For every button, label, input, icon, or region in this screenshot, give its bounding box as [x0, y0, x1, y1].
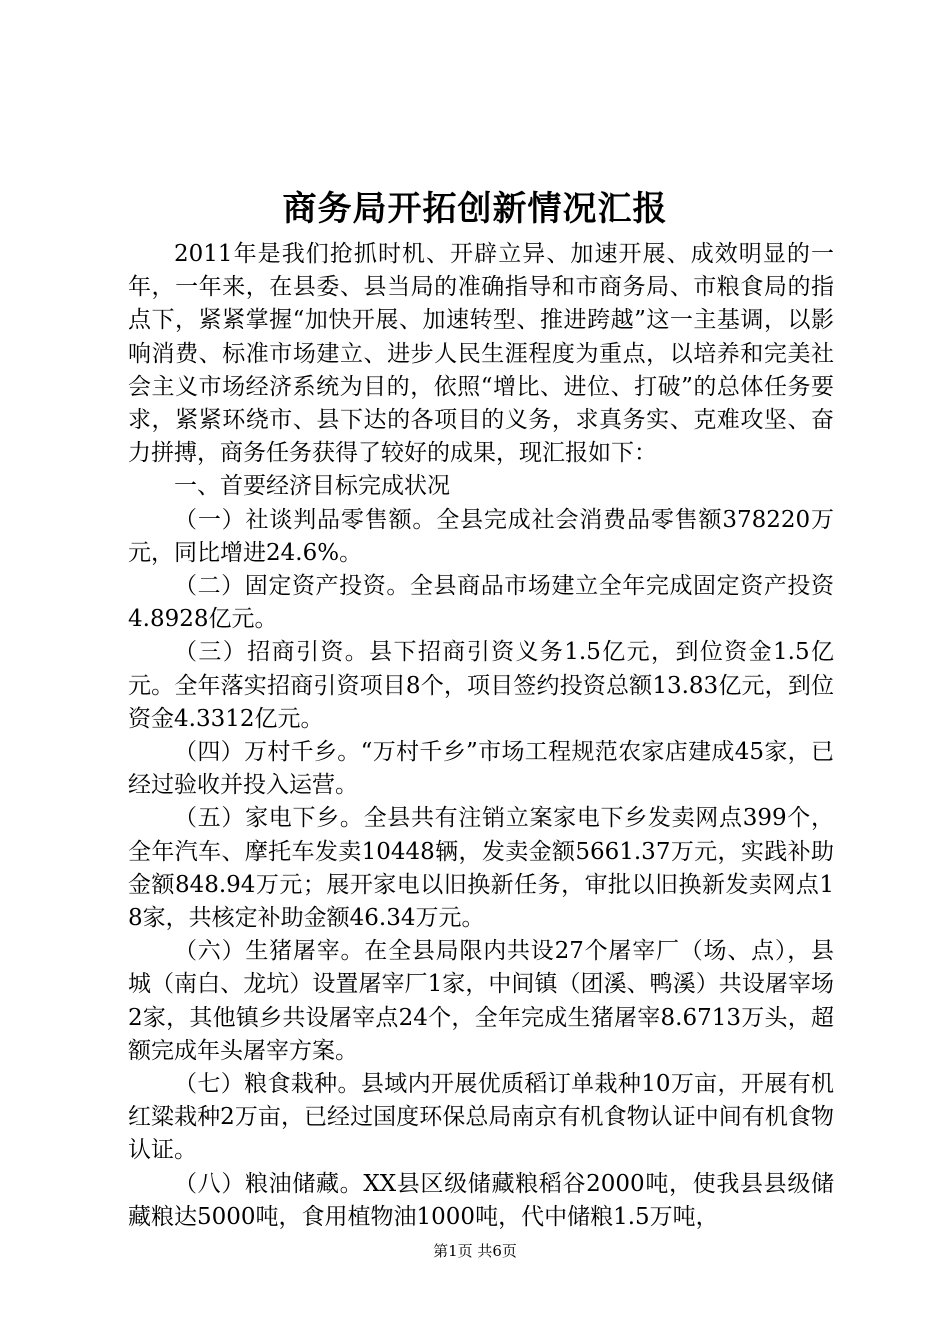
paragraph-item-7: （七）粮食栽种。县域内开展优质稻订单栽种10万亩，开展有机红粱栽种2万亩，已经过国度环保总局南京有机食物认证中间有机食物认证。	[128, 1071, 834, 1164]
page-footer: 第1页 共6页	[433, 1242, 517, 1260]
paragraph-item-6: （六）生猪屠宰。在全县局限内共设27个屠宰厂（场、点），县城（南白、龙坑）设置屠宰厂1家，中间镇（团溪、鸭溪）共设屠宰场2家，其他镇乡共设屠宰点24个，全年完成生猪屠宰8.6713万头，超额完成年头屠宰方案。	[128, 938, 834, 1064]
paragraph-item-8: （八）粮油储藏。XX县区级储藏粮稻谷2000吨，使我县县级储藏粮达5000吨，食用植物油1000吨，代中储粮1.5万吨，	[128, 1170, 834, 1230]
section-heading: 一、首要经济目标完成状况	[174, 473, 450, 500]
paragraph-item-4: （四）万村千乡。“万村千乡”市场工程规范农家店建成45家，已经过验收并投入运营。	[128, 739, 834, 799]
intro-paragraph: 2011年是我们抢抓时机、开辟立异、加速开展、成效明显的一年，一年来，在县委、县当局的准确指导和市商务局、市粮食局的指点下，紧紧掌握“加快开展、加速转型、推进跨越”这一主基调，以影响消费、标准市场建立、进步人民生涯程度为重点，以培养和完美社会主义市场经济系统为目的，依照“增比、进位、打破”的总体任务要求，紧紧环绕市、县下达的各项目的义务，求真务实、克难攻坚、奋力拼搏，商务任务获得了较好的成果，现汇报如下：	[128, 241, 834, 467]
paragraph-item-5: （五）家电下乡。全县共有注销立案家电下乡发卖网点399个，全年汽车、摩托车发卖10448辆，发卖金额5661.37万元，实践补助金额848.94万元；展开家电以旧换新任务，审批以旧换新发卖网点18家，共核定补助金额46.34万元。	[128, 805, 834, 932]
paragraph-item-1: （一）社谈判品零售额。全县完成社会消费品零售额378220万元，同比增进24.6%。	[128, 506, 834, 566]
document-body	[128, 238, 834, 1234]
paragraph-item-2: （二）固定资产投资。全县商品市场建立全年完成固定资产投资4.8928亿元。	[128, 573, 834, 633]
document-title: 商务局开拓创新情况汇报	[282, 189, 668, 229]
paragraph-item-3: （三）招商引资。县下招商引资义务1.5亿元，到位资金1.5亿元。全年落实招商引资项目8个，项目签约投资总额13.83亿元，到位资金4.3312亿元。	[128, 639, 834, 732]
